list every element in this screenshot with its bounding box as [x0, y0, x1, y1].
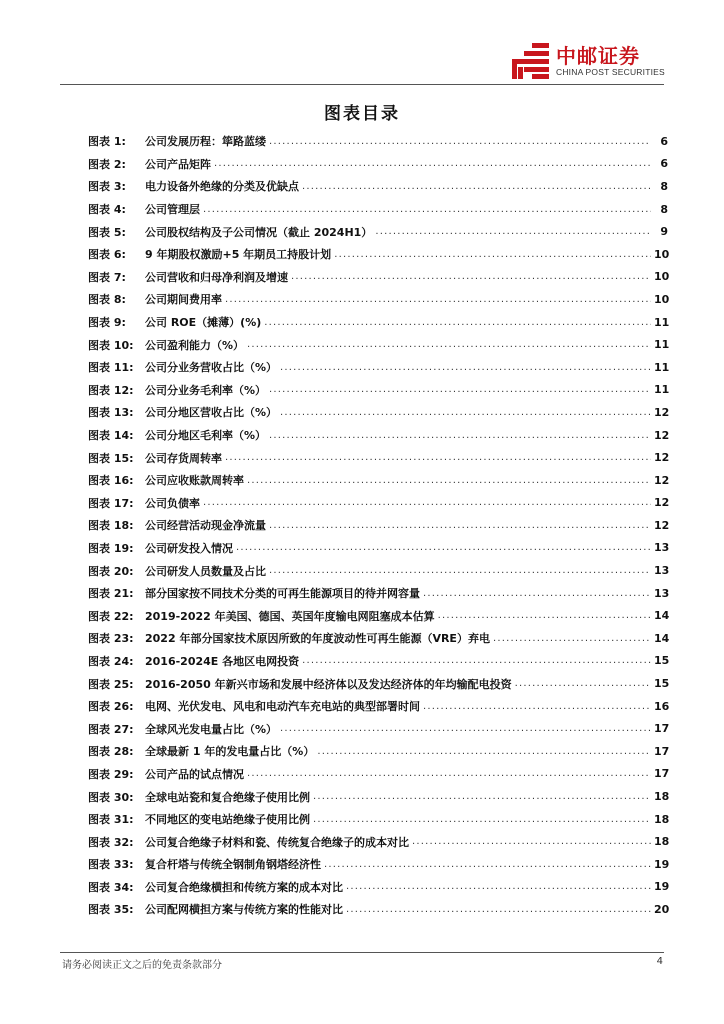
toc-entry-label: 图表 35:	[88, 903, 134, 917]
toc-entry[interactable]	[88, 514, 668, 537]
toc-entry[interactable]	[88, 717, 668, 740]
toc-entry-label: 图表 33:	[88, 858, 134, 872]
toc-entry-title: 2022 年部分国家技术原因所致的年度波动性可再生能源（VRE）弃电	[145, 632, 490, 646]
toc-dot-leader	[375, 226, 651, 237]
toc-entry[interactable]	[88, 627, 668, 650]
toc-entry[interactable]	[88, 243, 668, 266]
toc-entry[interactable]	[88, 763, 668, 786]
toc-entry-label: 图表 17:	[88, 496, 134, 510]
toc-entry-page: 12	[654, 473, 670, 487]
toc-entry-page: 6	[660, 157, 668, 171]
toc-entry-label: 图表 2:	[88, 157, 126, 171]
toc-dot-leader	[346, 881, 651, 892]
header-divider	[60, 84, 664, 85]
toc-entry-title: 公司负债率	[145, 496, 200, 510]
toc-entry[interactable]	[88, 853, 668, 876]
toc-entry[interactable]	[88, 424, 668, 447]
toc-entry[interactable]	[88, 650, 668, 673]
toc-entry-label: 图表 6:	[88, 248, 126, 262]
toc-entry-label: 图表 15:	[88, 451, 134, 465]
toc-entry-title: 公司复合绝缘子材料和瓷、传统复合绝缘子的成本对比	[145, 835, 409, 849]
page-header	[0, 0, 724, 86]
toc-entry-title: 公司分业务毛利率（%）	[145, 383, 267, 397]
toc-entry[interactable]	[88, 559, 668, 582]
toc-dot-leader	[280, 407, 651, 418]
toc-dot-leader	[247, 768, 651, 779]
toc-entry[interactable]	[88, 153, 668, 176]
toc-dot-leader	[324, 859, 651, 870]
toc-entry-label: 图表 11:	[88, 361, 134, 375]
toc-entry-page: 12	[654, 496, 670, 510]
toc-entry[interactable]	[88, 266, 668, 289]
toc-entry[interactable]	[88, 446, 668, 469]
toc-entry[interactable]	[88, 830, 668, 853]
toc-dot-leader	[280, 362, 651, 373]
toc-entry-title: 2016-2050 年新兴市场和发展中经济体以及发达经济体的年均输配电投资	[145, 677, 512, 691]
toc-entry-page: 18	[654, 790, 670, 804]
page-title: 图表目录	[324, 104, 400, 124]
toc-entry[interactable]	[88, 808, 668, 831]
toc-dot-leader	[493, 633, 651, 644]
toc-entry-label: 图表 25:	[88, 677, 134, 691]
china-post-logo-icon	[512, 42, 552, 80]
toc-entry-title: 全球最新 1 年的发电量占比（%）	[145, 745, 315, 759]
toc-dot-leader	[317, 746, 651, 757]
toc-dot-leader	[291, 271, 651, 282]
toc-entry-label: 图表 7:	[88, 270, 126, 284]
toc-entry-label: 图表 31:	[88, 813, 134, 827]
toc-entry-page: 18	[654, 835, 670, 849]
toc-entry-page: 6	[660, 134, 668, 148]
toc-entry[interactable]	[88, 672, 668, 695]
toc-dot-leader	[302, 655, 651, 666]
toc-entry-page: 12	[654, 428, 670, 442]
toc-entry-title: 公司复合绝缘横担和传统方案的成本对比	[145, 880, 343, 894]
toc-dot-leader	[225, 294, 651, 305]
toc-entry-label: 图表 18:	[88, 519, 134, 533]
toc-entry-title: 公司经营活动现金净流量	[145, 519, 266, 533]
logo-chinese-name: 中邮证券	[556, 44, 640, 68]
toc-entry-title: 9 年期股权激励+5 年期员工持股计划	[145, 248, 332, 262]
toc-entry-label: 图表 28:	[88, 745, 134, 759]
footer-disclaimer: 请务必阅读正文之后的免责条款部分	[62, 960, 222, 971]
toc-entry-page: 13	[654, 541, 670, 555]
toc-entry-page: 16	[654, 699, 670, 713]
toc-entry-title: 部分国家按不同技术分类的可再生能源项目的待并网容量	[145, 587, 420, 601]
toc-entry[interactable]	[88, 356, 668, 379]
toc-entry-page: 8	[660, 202, 668, 216]
toc-entry-page: 14	[654, 609, 670, 623]
toc-entry[interactable]	[88, 130, 668, 153]
toc-dot-leader	[247, 339, 651, 350]
toc-entry-page: 11	[654, 315, 670, 329]
toc-entry-label: 图表 24:	[88, 654, 134, 668]
toc-dot-leader	[264, 317, 651, 328]
toc-entry-title: 全球风光发电量占比（%）	[145, 722, 278, 736]
toc-entry-title: 全球电站瓷和复合绝缘子使用比例	[145, 790, 310, 804]
toc-entry-label: 图表 8:	[88, 293, 126, 307]
toc-entry-label: 图表 26:	[88, 700, 134, 714]
toc-entry-label: 图表 23:	[88, 632, 134, 646]
toc-entry-page: 13	[654, 564, 670, 578]
toc-entry-page: 13	[654, 586, 670, 600]
footer-divider	[60, 952, 664, 953]
toc-entry-label: 图表 27:	[88, 722, 134, 736]
toc-dot-leader	[423, 588, 651, 599]
toc-entry[interactable]	[88, 175, 668, 198]
toc-entry-label: 图表 12:	[88, 383, 134, 397]
toc-dot-leader	[334, 249, 651, 260]
toc-entry-title: 公司存货周转率	[145, 451, 222, 465]
toc-entry-label: 图表 4:	[88, 203, 126, 217]
toc-dot-leader	[280, 723, 651, 734]
toc-entry[interactable]	[88, 898, 668, 921]
toc-entry-page: 11	[654, 338, 670, 352]
toc-entry-label: 图表 32:	[88, 835, 134, 849]
toc-dot-leader	[269, 384, 651, 395]
toc-entry-title: 公司产品矩阵	[145, 157, 211, 171]
toc-entry-title: 2016-2024E 各地区电网投资	[145, 654, 300, 668]
toc-entry-page: 17	[654, 744, 670, 758]
toc-entry-page: 9	[660, 225, 668, 239]
toc-entry-title: 公司研发人员数量及占比	[145, 564, 266, 578]
toc-dot-leader	[269, 136, 651, 147]
toc-entry-page: 14	[654, 631, 670, 645]
toc-entry-label: 图表 16:	[88, 474, 134, 488]
toc-entry[interactable]	[88, 311, 668, 334]
toc-entry-page: 12	[654, 518, 670, 532]
toc-entry-label: 图表 10:	[88, 338, 134, 352]
toc-entry[interactable]	[88, 785, 668, 808]
toc-dot-leader	[236, 542, 651, 553]
toc-entry-label: 图表 21:	[88, 587, 134, 601]
toc-dot-leader	[423, 701, 651, 712]
toc-entry-title: 公司盈利能力（%）	[145, 338, 245, 352]
toc-entry-label: 图表 9:	[88, 316, 126, 330]
toc-entry-label: 图表 20:	[88, 564, 134, 578]
toc-entry[interactable]	[88, 537, 668, 560]
toc-dot-leader	[203, 497, 651, 508]
toc-entry-label: 图表 19:	[88, 541, 134, 555]
toc-dot-leader	[269, 520, 651, 531]
toc-entry-title: 公司配网横担方案与传统方案的性能对比	[145, 903, 343, 917]
toc-entry-page: 11	[654, 360, 670, 374]
toc-entry-page: 15	[654, 654, 670, 668]
toc-entry-page: 12	[654, 405, 670, 419]
toc-entry[interactable]	[88, 604, 668, 627]
toc-dot-leader	[225, 452, 651, 463]
toc-entry[interactable]	[88, 469, 668, 492]
toc-dot-leader	[346, 904, 651, 915]
toc-entry-page: 8	[660, 179, 668, 193]
toc-entry-page: 11	[654, 383, 670, 397]
toc-entry[interactable]	[88, 582, 668, 605]
toc-entry-label: 图表 13:	[88, 406, 134, 420]
toc-entry-title: 公司分地区营收占比（%）	[145, 406, 278, 420]
toc-entry-title: 复合杆塔与传统全钢制角钢塔经济性	[145, 858, 321, 872]
toc-entry-label: 图表 29:	[88, 767, 134, 781]
toc-entry-page: 18	[654, 812, 670, 826]
toc-dot-leader	[438, 610, 651, 621]
footer-page-number: 4	[656, 956, 663, 967]
toc-entry[interactable]	[88, 288, 668, 311]
toc-entry-title: 公司分地区毛利率（%）	[145, 429, 267, 443]
toc-dot-leader	[247, 475, 651, 486]
toc-entry[interactable]	[88, 492, 668, 515]
toc-entry-page: 17	[654, 767, 670, 781]
toc-entry[interactable]	[88, 401, 668, 424]
toc-entry-title: 电力设备外绝缘的分类及优缺点	[145, 180, 299, 194]
toc-entry[interactable]	[88, 695, 668, 718]
toc-dot-leader	[269, 430, 651, 441]
toc-dot-leader	[214, 158, 651, 169]
toc-entry-title: 公司期间费用率	[145, 293, 222, 307]
toc-entry-page: 15	[654, 677, 670, 691]
table-of-figures	[88, 130, 668, 921]
toc-dot-leader	[515, 678, 651, 689]
toc-entry-title: 公司管理层	[145, 203, 200, 217]
toc-entry-title: 电网、光伏发电、风电和电动汽车充电站的典型部署时间	[145, 700, 420, 714]
toc-dot-leader	[313, 791, 651, 802]
toc-entry-title: 公司分业务营收占比（%）	[145, 361, 278, 375]
toc-entry-title: 公司研发投入情况	[145, 541, 233, 555]
toc-dot-leader	[269, 565, 651, 576]
toc-entry-label: 图表 5:	[88, 225, 126, 239]
toc-entry-title: 公司营收和归母净利润及增速	[145, 270, 288, 284]
toc-entry-page: 19	[654, 880, 670, 894]
toc-entry-page: 10	[654, 247, 670, 261]
toc-entry[interactable]	[88, 876, 668, 899]
toc-dot-leader	[203, 204, 651, 215]
toc-entry-label: 图表 30:	[88, 790, 134, 804]
toc-entry[interactable]	[88, 333, 668, 356]
toc-entry-label: 图表 1:	[88, 135, 126, 149]
toc-entry[interactable]	[88, 740, 668, 763]
toc-entry-title: 2019-2022 年美国、德国、英国年度输电网阻塞成本估算	[145, 609, 435, 623]
toc-entry-title: 公司发展历程：筚路蓝缕	[145, 135, 266, 149]
toc-entry-page: 19	[654, 857, 670, 871]
toc-entry-title: 公司股权结构及子公司情况（截止 2024H1）	[145, 225, 373, 239]
toc-entry-title: 不同地区的变电站绝缘子使用比例	[145, 813, 310, 827]
toc-entry-title: 公司应收账款周转率	[145, 474, 244, 488]
toc-entry[interactable]	[88, 379, 668, 402]
toc-entry-page: 12	[654, 451, 670, 465]
toc-entry-page: 10	[654, 292, 670, 306]
toc-entry-label: 图表 22:	[88, 609, 134, 623]
toc-entry-label: 图表 3:	[88, 180, 126, 194]
toc-dot-leader	[313, 814, 651, 825]
toc-dot-leader	[412, 836, 651, 847]
logo-english-name: CHINA POST SECURITIES	[556, 67, 665, 77]
toc-entry-page: 17	[654, 722, 670, 736]
toc-dot-leader	[302, 181, 651, 192]
toc-entry[interactable]	[88, 220, 668, 243]
toc-entry[interactable]	[88, 198, 668, 221]
toc-entry-title: 公司 ROE（摊薄）(%)	[145, 316, 262, 330]
toc-entry-title: 公司产品的试点情况	[145, 767, 244, 781]
toc-entry-label: 图表 34:	[88, 880, 134, 894]
toc-entry-page: 10	[654, 270, 670, 284]
toc-entry-page: 20	[654, 902, 670, 916]
toc-entry-label: 图表 14:	[88, 429, 134, 443]
company-logo	[512, 40, 672, 82]
